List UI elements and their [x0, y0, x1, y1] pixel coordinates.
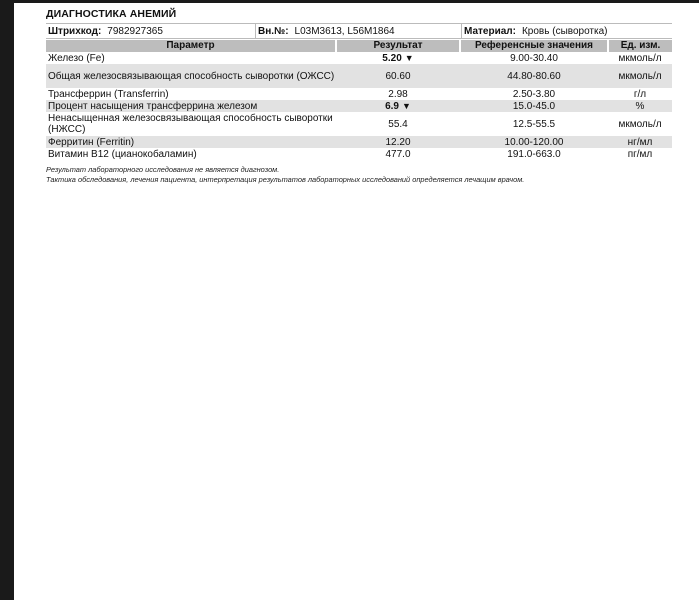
- low-flag-icon: ▼: [404, 52, 414, 63]
- reference-range: 12.5-55.5: [512, 118, 556, 130]
- reference-range: 191.0-663.0: [507, 148, 561, 160]
- table-row: [46, 148, 672, 160]
- table-row: [46, 136, 672, 148]
- sample-info-row: [46, 23, 672, 39]
- lab-report: [46, 7, 672, 185]
- reference-range: 2.50-3.80: [512, 88, 556, 100]
- result-value: 2.98: [388, 88, 408, 100]
- table-row: [46, 64, 672, 88]
- top-edge-band: [0, 0, 699, 3]
- param-name: Железо (Fe): [48, 52, 105, 64]
- unit: %: [608, 100, 672, 112]
- unit: мкмоль/л: [618, 118, 662, 130]
- result-value: 5.20 ▼: [382, 52, 414, 64]
- external-number-value: L03M3613, L56M1864: [294, 25, 395, 37]
- results-table: [46, 40, 673, 160]
- barcode-cell: [46, 24, 256, 38]
- param-name: Общая железосвязывающая способность сыворотки (ОЖСС): [46, 64, 336, 88]
- result-value: 55.4: [388, 118, 408, 130]
- disclaimer-notes: [46, 165, 672, 185]
- param-name: Ненасыщенная железосвязывающая способность сыворотки (НЖСС): [48, 113, 333, 135]
- low-flag-icon: ▼: [401, 100, 411, 111]
- report-title: ДИАГНОСТИКА АНЕМИЙ: [46, 8, 177, 20]
- disclaimer-line-1: Результат лабораторного исследования не является диагнозом.: [46, 165, 280, 174]
- unit: пг/мл: [627, 148, 653, 160]
- barcode-value: 7982927365: [107, 25, 163, 37]
- left-edge-border: [0, 0, 14, 600]
- result-value: 60.60: [336, 64, 460, 88]
- reference-range: 9.00-30.40: [510, 52, 558, 64]
- material-label: Материал:: [464, 25, 516, 37]
- external-number-label: Вн.№:: [258, 25, 289, 37]
- table-row: [46, 52, 672, 64]
- disclaimer-line-2: Тактика обследования, лечения пациента, интерпретация результатов лабораторных исследований определяется лечащим врачом.: [46, 175, 525, 184]
- unit: г/л: [633, 88, 647, 100]
- param-name: Витамин В12 (цианокобаламин): [48, 148, 197, 160]
- table-row: [46, 88, 672, 100]
- param-name: Процент насыщения трансферрина железом: [46, 100, 336, 112]
- result-value: 477.0: [385, 148, 411, 160]
- table-row: [46, 112, 672, 136]
- unit: мкмоль/л: [618, 52, 662, 64]
- external-number-cell: [256, 24, 462, 38]
- barcode-label: Штрихкод:: [48, 25, 102, 37]
- header-unit: Ед. изм.: [608, 40, 672, 52]
- material-value: Кровь (сыворотка): [521, 25, 608, 37]
- reference-range: 15.0-45.0: [460, 100, 608, 112]
- param-name: Трансферрин (Transferrin): [48, 88, 169, 100]
- unit: нг/мл: [608, 136, 672, 148]
- unit: мкмоль/л: [608, 64, 672, 88]
- reference-range: 44.80-80.60: [460, 64, 608, 88]
- header-result: Результат: [336, 40, 460, 52]
- header-reference: Референсные значения: [460, 40, 608, 52]
- material-cell: [462, 24, 672, 38]
- table-header-row: [46, 40, 672, 52]
- result-value: 6.9 ▼: [336, 100, 460, 112]
- param-name: Ферритин (Ferritin): [46, 136, 336, 148]
- header-parameter: Параметр: [46, 40, 336, 52]
- table-row: [46, 100, 672, 112]
- reference-range: 10.00-120.00: [460, 136, 608, 148]
- result-value: 12.20: [336, 136, 460, 148]
